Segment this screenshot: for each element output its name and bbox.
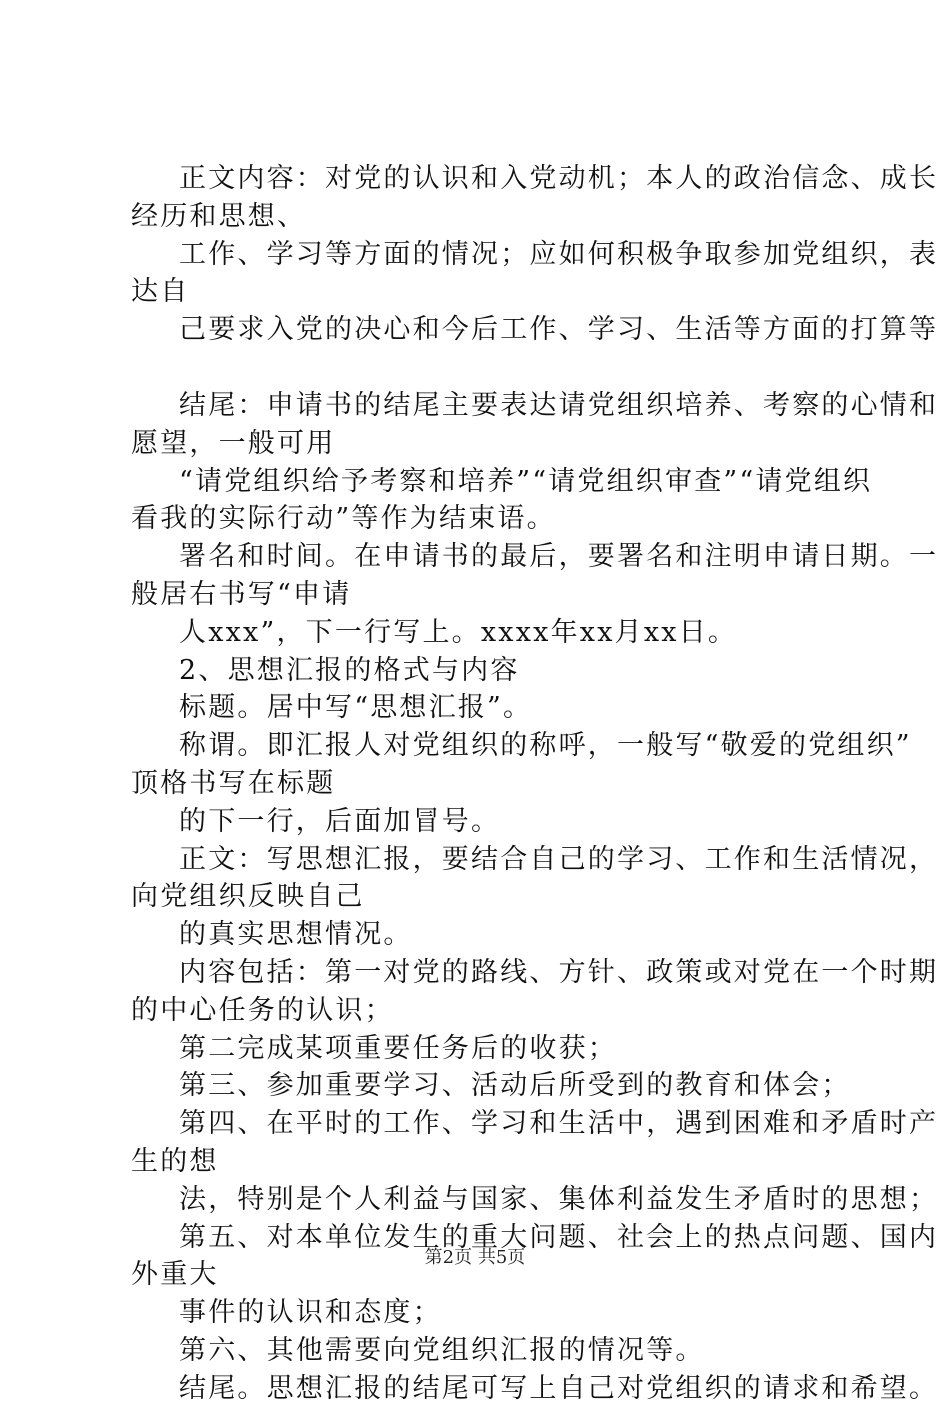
text-line: 顶格书写在标题 bbox=[131, 767, 336, 799]
text-line: “请党组织给予考察和培养”“请党组织审查”“请党组织 bbox=[179, 465, 873, 497]
paragraph bbox=[131, 1332, 841, 1370]
paragraph bbox=[131, 463, 873, 539]
text-line: 般居右书写“申请 bbox=[131, 578, 352, 610]
text-line: 的真实思想情况。 bbox=[179, 919, 413, 951]
text-line: 己要求入党的决心和今后工作、学习、生活等方面的打算等 bbox=[179, 314, 939, 346]
text-line: 事件的认识和态度； bbox=[179, 1297, 442, 1329]
text-line: 愿望，一般可用 bbox=[131, 427, 336, 459]
paragraph bbox=[131, 954, 939, 1030]
text-line: 生的想 bbox=[131, 1145, 219, 1177]
paragraph bbox=[131, 538, 939, 614]
text-line: 称谓。即汇报人对党组织的称呼，一般写“敬爱的党组织” bbox=[179, 730, 912, 762]
text-line: 2、思想汇报的格式与内容 bbox=[179, 654, 520, 686]
text-line: 署名和时间。在申请书的最后，要署名和注明申请日期。一 bbox=[179, 541, 939, 573]
text-line: 达自 bbox=[131, 276, 190, 308]
paragraph bbox=[131, 841, 939, 917]
paragraph bbox=[131, 236, 939, 312]
text-line: 结尾：申请书的结尾主要表达请党组织培养、考察的心情和 bbox=[179, 389, 939, 421]
paragraph bbox=[131, 311, 939, 349]
paragraph bbox=[131, 1030, 841, 1068]
text-line: 经历和思想、 bbox=[131, 200, 307, 232]
paragraph bbox=[131, 689, 841, 727]
text-line: 结尾。思想汇报的结尾可写上自己对党组织的请求和希望。 bbox=[179, 1372, 939, 1404]
text-line: 正文内容：对党的认识和入党动机；本人的政治信念、成长 bbox=[179, 163, 939, 194]
paragraph bbox=[131, 1370, 939, 1408]
paragraph bbox=[131, 1294, 841, 1332]
text-line: 工作、学习等方面的情况；应如何积极争取参加党组织，表 bbox=[179, 238, 939, 270]
paragraph bbox=[131, 803, 841, 841]
document-body bbox=[131, 160, 939, 1408]
text-line: 第三、参加重要学习、活动后所受到的教育和体会； bbox=[179, 1070, 851, 1102]
text-line: 第六、其他需要向党组织汇报的情况等。 bbox=[179, 1334, 705, 1366]
section-heading bbox=[131, 652, 841, 690]
paragraph-gap bbox=[131, 349, 841, 387]
paragraph bbox=[131, 727, 912, 803]
text-line: 第四、在平时的工作、学习和生活中，遇到困难和矛盾时产 bbox=[179, 1108, 939, 1140]
page-footer bbox=[0, 1243, 950, 1269]
paragraph bbox=[131, 387, 939, 463]
text-line: 第二完成某项重要任务后的收获； bbox=[179, 1032, 617, 1064]
text-line: 法，特别是个人利益与国家、集体利益发生矛盾时的思想； bbox=[179, 1183, 939, 1215]
text-line: 的中心任务的认识； bbox=[131, 994, 394, 1026]
page-number: 第2页 共5页 bbox=[424, 1247, 526, 1268]
paragraph bbox=[131, 160, 939, 236]
paragraph bbox=[131, 614, 841, 652]
text-line: 的下一行，后面加冒号。 bbox=[179, 805, 501, 837]
text-line: 内容包括：第一对党的路线、方针、政策或对党在一个时期 bbox=[179, 956, 939, 988]
text-line: 正文：写思想汇报，要结合自己的学习、工作和生活情况， bbox=[179, 843, 939, 875]
paragraph bbox=[131, 1067, 851, 1105]
text-line: 第五、对本单位发生的重大问题、社会上的热点问题、国内 bbox=[179, 1221, 939, 1253]
paragraph bbox=[131, 916, 841, 954]
text-line: 外重大 bbox=[131, 1259, 219, 1291]
text-line: 看我的实际行动”等作为结束语。 bbox=[131, 503, 556, 535]
paragraph bbox=[131, 1105, 939, 1181]
text-line: 标题。居中写“思想汇报”。 bbox=[179, 692, 533, 724]
text-line: 向党组织反映自己 bbox=[131, 881, 365, 913]
paragraph bbox=[131, 1181, 939, 1219]
text-line: 人xxx”，下一行写上。xxxx年xx月xx日。 bbox=[179, 616, 738, 648]
